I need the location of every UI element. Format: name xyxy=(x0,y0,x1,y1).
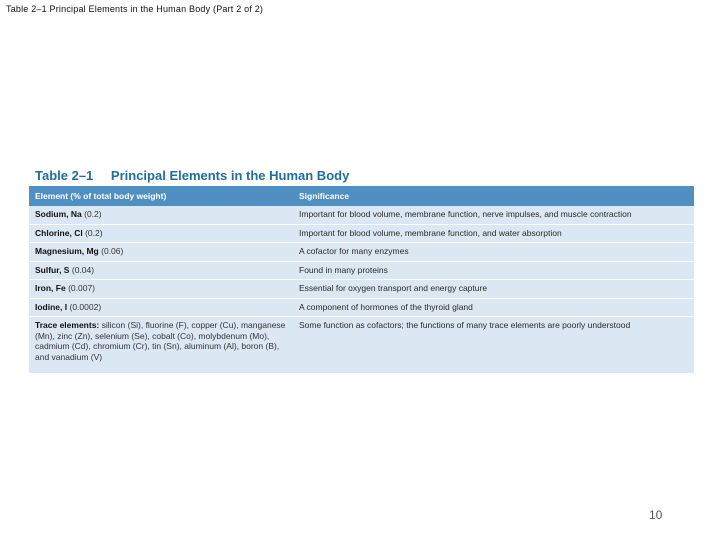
element-cell xyxy=(29,243,293,262)
element-name: Iodine, I xyxy=(35,301,68,312)
table-heading xyxy=(35,168,349,183)
significance-cell: Some function as cofactors; the functions of many trace elements are poorly understood xyxy=(299,320,631,330)
element-cell xyxy=(29,261,293,280)
slide-caption: Table 2–1 Principal Elements in the Human Body (Part 2 of 2) xyxy=(6,4,264,14)
elements-table xyxy=(29,186,694,373)
table-header-row xyxy=(29,186,694,206)
table-row xyxy=(29,317,694,374)
column-header-significance: Significance xyxy=(293,186,694,206)
element-percent: (0.2) xyxy=(84,209,102,219)
significance-cell: A component of hormones of the thyroid gland xyxy=(293,298,694,317)
element-name: Sodium, Na xyxy=(35,209,82,219)
element-percent: (0.007) xyxy=(68,283,96,293)
element-name: Magnesium, Mg xyxy=(35,246,99,256)
element-name: Iron, Fe xyxy=(35,283,66,293)
element-percent: (0.0002) xyxy=(69,301,102,312)
column-header-element: Element (% of total body weight) xyxy=(29,186,293,206)
element-name: Trace elements: xyxy=(35,320,100,330)
table-title: Principal Elements in the Human Body xyxy=(110,168,350,183)
significance-cell: Important for blood volume, membrane function, nerve impulses, and muscle contraction xyxy=(293,206,694,224)
significance-cell: Important for blood volume, membrane function, and water absorption xyxy=(293,224,694,243)
element-cell xyxy=(29,317,293,374)
table-row xyxy=(29,261,694,280)
element-cell xyxy=(29,280,293,299)
table-number: Table 2–1 xyxy=(35,168,94,183)
element-name: Sulfur, S xyxy=(35,264,70,275)
element-cell xyxy=(29,206,293,224)
table-row xyxy=(29,224,694,243)
table-row xyxy=(29,243,694,262)
element-name: Chlorine, Cl xyxy=(35,227,83,238)
significance-cell: Found in many proteins xyxy=(293,261,694,280)
element-cell xyxy=(29,298,293,317)
element-percent: (0.06) xyxy=(101,246,124,256)
page-number: 10 xyxy=(649,508,663,522)
table-row xyxy=(29,280,694,299)
element-percent: (0.04) xyxy=(71,264,95,275)
element-percent: (0.2) xyxy=(85,227,103,238)
significance-cell: A cofactor for many enzymes xyxy=(293,243,694,262)
table-row xyxy=(29,298,694,317)
element-list: silicon (Si), fluorine (F), copper (Cu), manganese (Mn), zinc (Zn), selenium (Se), cobalt (Co), molybdenum (Mo), cadmium (Cd), chromium (Cr), tin (Sn), aluminum (Al), boron (B), and vanadium (V) xyxy=(35,320,286,362)
element-cell xyxy=(29,224,293,243)
table-row xyxy=(29,206,694,224)
significance-cell: Essential for oxygen transport and energy capture xyxy=(293,280,694,299)
